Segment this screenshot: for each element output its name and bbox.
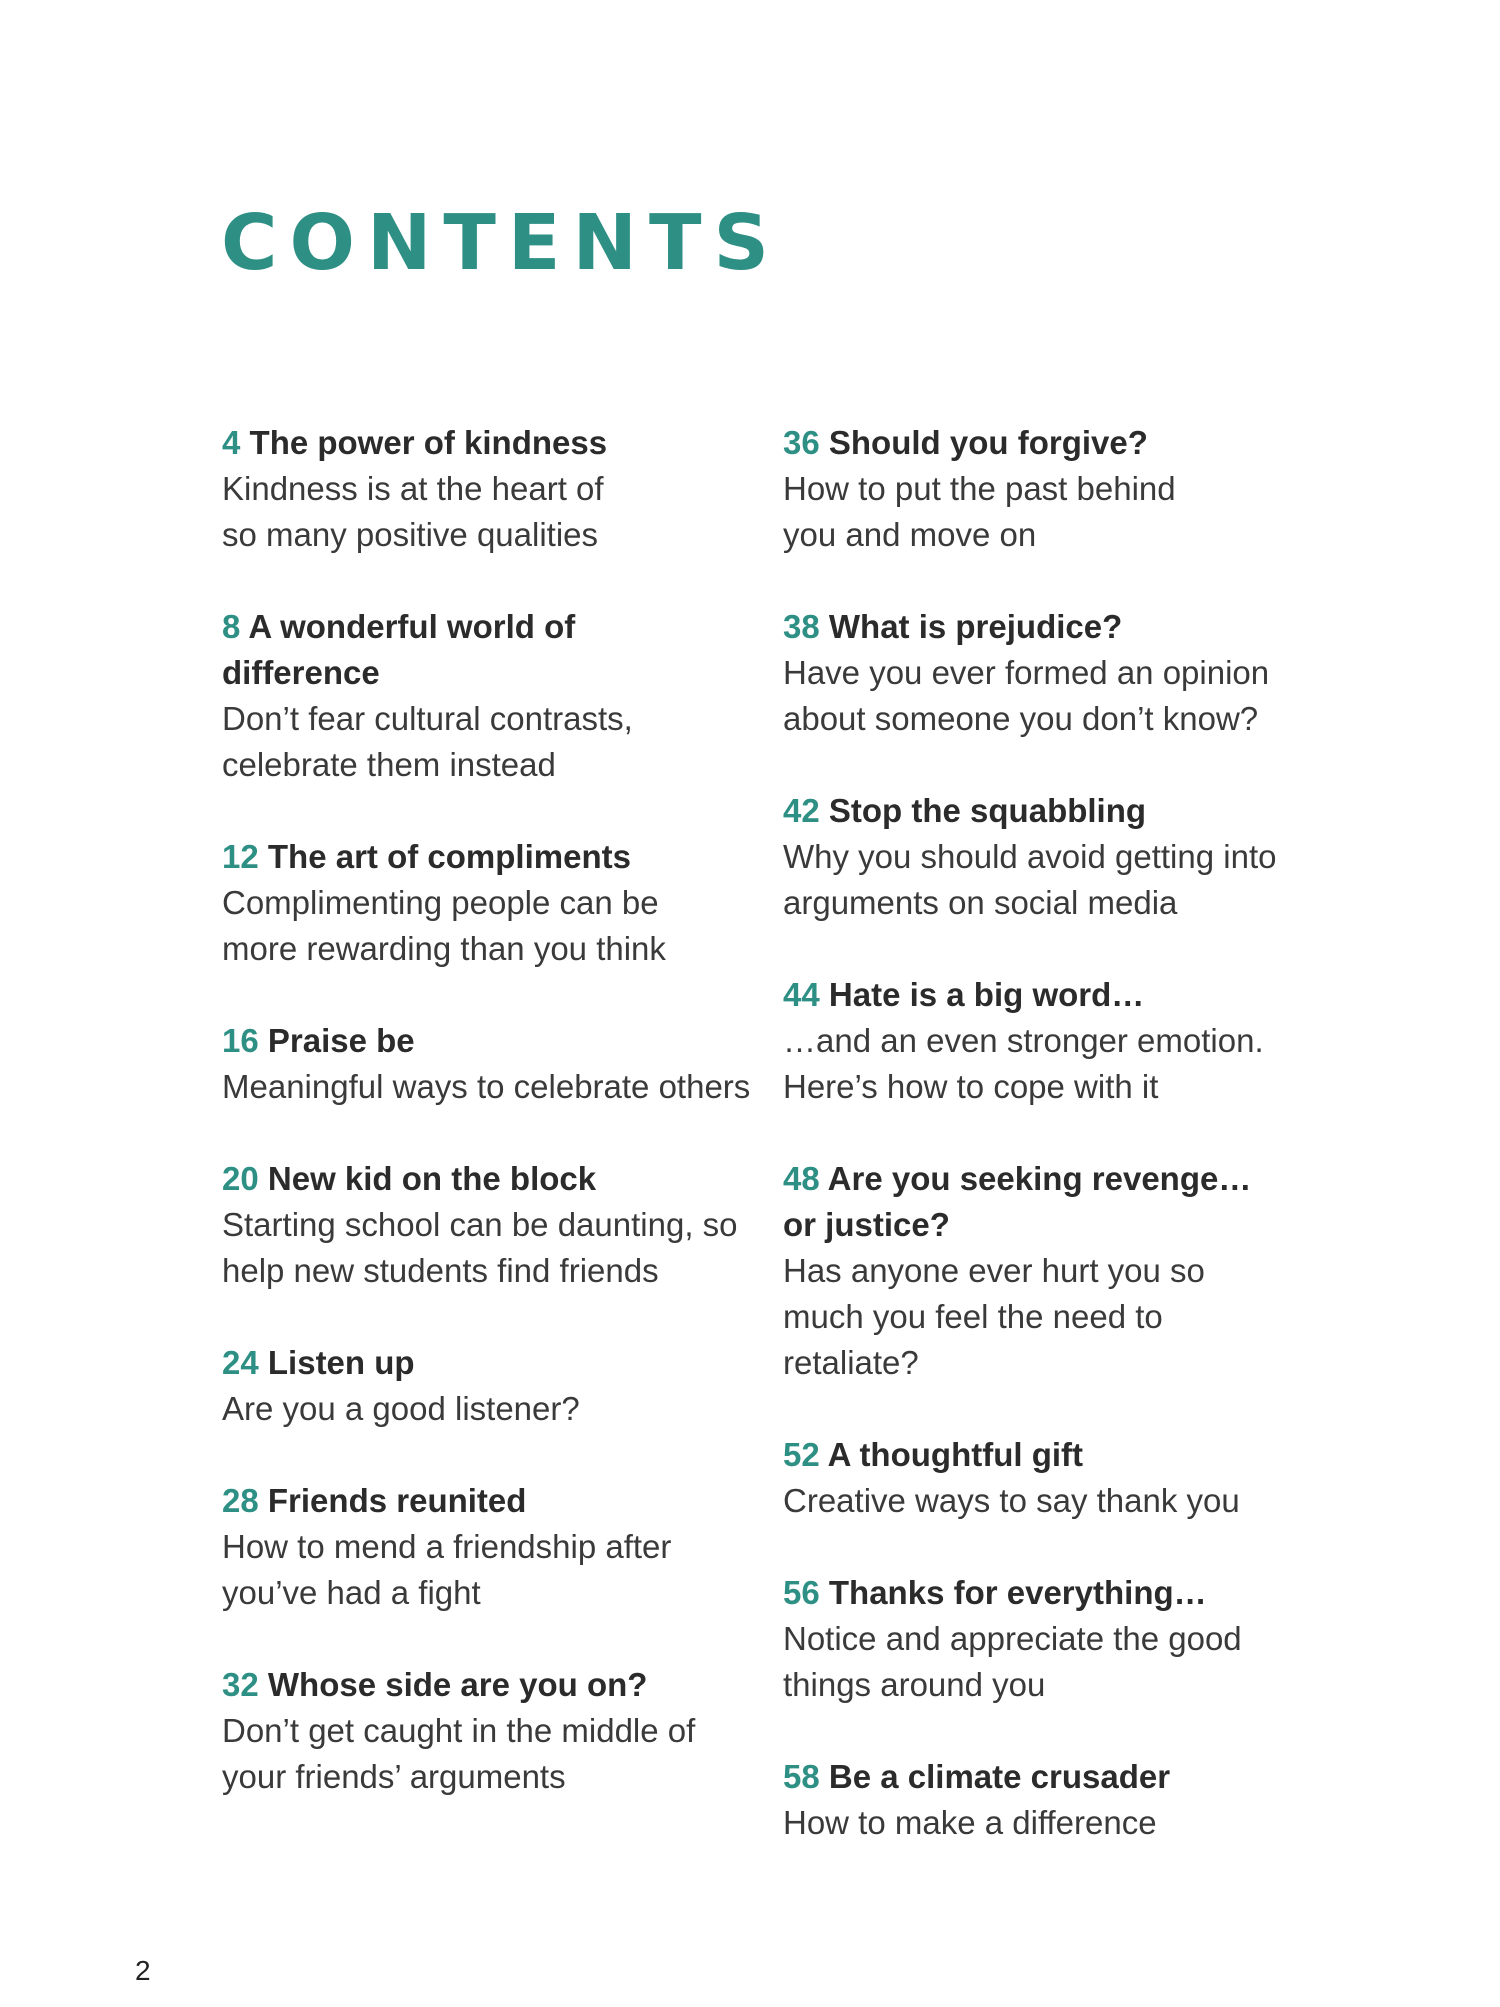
entry-description: Don’t fear cultural contrasts, celebrate them instead [222, 700, 633, 783]
contents-column-left [222, 420, 751, 1846]
toc-entry[interactable] [222, 1662, 742, 1800]
entry-description: …and an even stronger emotion. Here’s how to cope with it [783, 1022, 1264, 1105]
toc-entry[interactable] [222, 1018, 751, 1110]
entry-description: Starting school can be daunting, so help new students find friends [222, 1206, 738, 1289]
entry-heading [783, 1570, 1283, 1616]
entry-title: Should you forgive? [828, 424, 1148, 461]
entry-title: Whose side are you on? [267, 1666, 648, 1703]
entry-heading [222, 1662, 702, 1708]
entry-description: How to put the past behind you and move on [783, 470, 1176, 553]
entry-description: Meaningful ways to celebrate others [222, 1068, 751, 1105]
page-number-footer: 2 [135, 1955, 151, 1986]
toc-entry[interactable] [783, 1754, 1303, 1846]
toc-entry[interactable] [222, 604, 742, 788]
entry-title: The art of compliments [267, 838, 631, 875]
entry-title: Praise be [267, 1022, 415, 1059]
entry-page-number: 58 [783, 1758, 820, 1795]
entry-heading [783, 1156, 1283, 1248]
entry-page-number: 32 [222, 1666, 259, 1703]
entry-heading [783, 604, 1283, 650]
entry-heading [783, 1432, 1283, 1478]
entry-title: Stop the squabbling [828, 792, 1147, 829]
entry-title: Thanks for everything… [828, 1574, 1207, 1611]
entry-heading [222, 604, 602, 696]
entry-page-number: 8 [222, 608, 241, 645]
entry-page-number: 52 [783, 1436, 820, 1473]
entry-page-number: 38 [783, 608, 820, 645]
entry-heading [222, 1018, 702, 1064]
contents-column-right [783, 420, 1303, 1892]
entry-description: Creative ways to say thank you [783, 1482, 1240, 1519]
entry-description: Has anyone ever hurt you so much you feel the need to retaliate? [783, 1252, 1205, 1381]
toc-entry[interactable] [783, 1570, 1303, 1708]
entry-heading [222, 834, 702, 880]
entry-page-number: 48 [783, 1160, 820, 1197]
toc-entry[interactable] [222, 1156, 742, 1294]
entry-heading [222, 1340, 702, 1386]
entry-title: What is prejudice? [828, 608, 1123, 645]
toc-entry[interactable] [222, 1478, 742, 1616]
entry-page-number: 20 [222, 1160, 259, 1197]
entry-description: Don’t get caught in the middle of your friends’ arguments [222, 1712, 696, 1795]
entry-title: The power of kindness [249, 424, 608, 461]
entry-description: How to mend a friendship after you’ve had a fight [222, 1528, 672, 1611]
entry-title: Listen up [267, 1344, 415, 1381]
toc-entry[interactable] [222, 1340, 742, 1432]
toc-entry[interactable] [783, 1432, 1303, 1524]
entry-page-number: 16 [222, 1022, 259, 1059]
entry-title: A wonderful world of difference [222, 608, 576, 691]
toc-entry[interactable] [783, 788, 1303, 926]
entry-heading [783, 1754, 1283, 1800]
entry-page-number: 28 [222, 1482, 259, 1519]
entry-title: Hate is a big word… [828, 976, 1145, 1013]
entry-page-number: 36 [783, 424, 820, 461]
entry-description: How to make a difference [783, 1804, 1157, 1841]
toc-entry[interactable] [783, 604, 1303, 742]
page-title: CONTENTS [221, 199, 781, 288]
entry-title: Friends reunited [267, 1482, 527, 1519]
entry-heading [222, 420, 612, 466]
entry-title: Be a climate crusader [828, 1758, 1171, 1795]
toc-entry[interactable] [783, 420, 1303, 558]
entry-page-number: 12 [222, 838, 259, 875]
entry-title: New kid on the block [267, 1160, 597, 1197]
entry-heading [783, 788, 1283, 834]
entry-page-number: 4 [222, 424, 241, 461]
entry-heading [222, 1156, 702, 1202]
entry-title: Are you seeking revenge… or justice? [783, 1160, 1252, 1243]
entry-page-number: 44 [783, 976, 820, 1013]
entry-heading [222, 1478, 702, 1524]
entry-page-number: 24 [222, 1344, 259, 1381]
toc-entry[interactable] [222, 420, 742, 558]
entry-heading [783, 420, 1283, 466]
entry-description: Kindness is at the heart of so many positive qualities [222, 470, 604, 553]
entry-page-number: 56 [783, 1574, 820, 1611]
toc-entry[interactable] [783, 1156, 1303, 1386]
entry-description: Are you a good listener? [222, 1390, 580, 1427]
entry-description: Why you should avoid getting into arguments on social media [783, 838, 1277, 921]
entry-description: Notice and appreciate the good things around you [783, 1620, 1242, 1703]
entry-description: Complimenting people can be more rewarding than you think [222, 884, 666, 967]
entry-title: A thoughtful gift [827, 1436, 1084, 1473]
entry-description: Have you ever formed an opinion about someone you don’t know? [783, 654, 1270, 737]
toc-entry[interactable] [783, 972, 1303, 1110]
entry-heading [783, 972, 1283, 1018]
entry-page-number: 42 [783, 792, 820, 829]
toc-entry[interactable] [222, 834, 742, 972]
